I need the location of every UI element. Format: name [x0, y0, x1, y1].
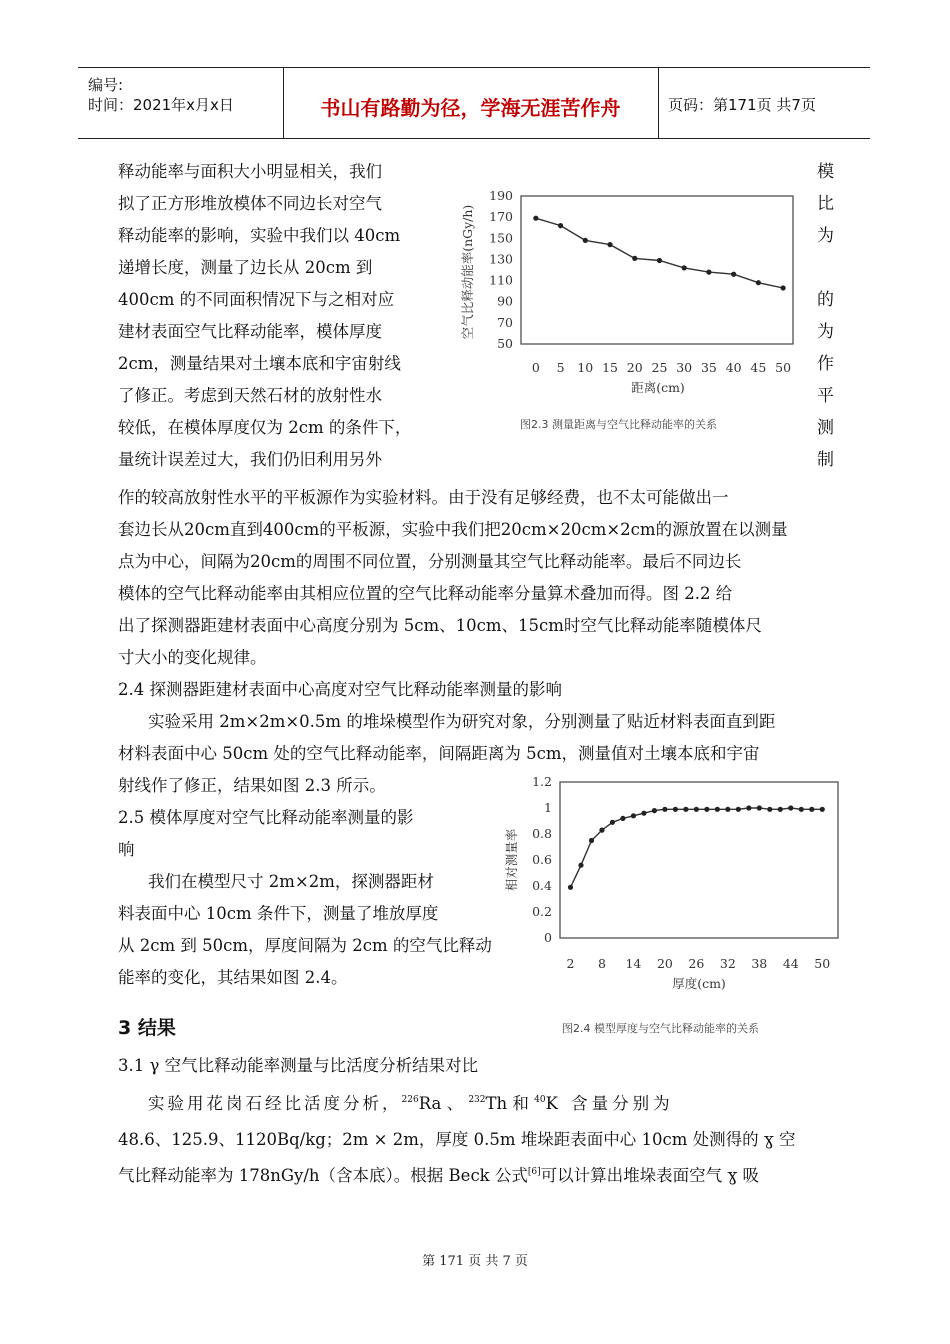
y-tick-label: 1.2 [532, 774, 552, 789]
y-tick-label: 90 [497, 293, 513, 309]
text-line: 料表面中心 10cm 条件下，测量了堆放厚度 [118, 904, 439, 923]
y-tick-label: 110 [489, 272, 513, 288]
data-point [767, 807, 772, 812]
y-tick-label: 50 [497, 336, 513, 351]
superscript: 40 [534, 1095, 546, 1105]
data-point [746, 805, 751, 810]
text-fragment: 的 [817, 290, 834, 310]
series-line [571, 808, 823, 887]
plot-frame [560, 782, 838, 938]
data-point [610, 820, 615, 825]
y-tick-label: 0 [544, 930, 552, 945]
y-tick-label: 0.2 [532, 904, 552, 919]
data-point [657, 258, 662, 263]
text-line: 建材表面空气比释动能率，模体厚度 [118, 322, 382, 341]
figure-2-3-chart [458, 186, 808, 402]
data-point [788, 805, 793, 810]
x-tick-label: 45 [750, 360, 767, 375]
data-point [820, 807, 825, 812]
text-line: 点为中心，间隔为20cm的周围不同位置，分别测量其空气比释动能率。最后不同边长 [118, 552, 742, 571]
data-point [652, 808, 657, 813]
text-span: K 含量分别为 [545, 1094, 674, 1113]
y-tick-label: 150 [489, 230, 513, 246]
data-point [589, 838, 594, 843]
x-tick-label: 38 [751, 956, 768, 971]
y-tick-label: 130 [489, 251, 513, 267]
text-fragment: 制 [817, 450, 834, 470]
data-point [799, 807, 804, 812]
section-heading: 3.1 γ 空气比释动能率测量与比活度分析结果对比 [118, 1056, 479, 1075]
x-tick-label: 5 [556, 360, 565, 375]
text-line: 较低，在模体厚度仅为 2cm 的条件下， [118, 418, 412, 437]
text-fragment: 为 [817, 226, 834, 246]
text-line: 量统计误差过大，我们仍旧利用另外 [118, 450, 382, 469]
text-line: 出了探测器距建材表面中心高度分别为 5cm、10cm、15cm时空气比释动能率随模体尺 [118, 616, 762, 635]
text-line: 递增长度，测量了边长从 20cm 到 [118, 258, 373, 277]
data-point [533, 216, 538, 221]
text-fragment: 比 [817, 194, 834, 214]
data-point [683, 807, 688, 812]
header-time-label: 时间：2021年x月x日 [88, 96, 234, 114]
text-fragment: 为 [817, 322, 834, 342]
data-point [736, 807, 741, 812]
text-fragment: 平 [817, 386, 834, 406]
data-point [632, 256, 637, 261]
text-fragment: 作 [817, 354, 834, 374]
figure-2-4-caption: 图2.4 模型厚度与空气比释动能率的关系 [562, 1022, 759, 1035]
data-point [682, 265, 687, 270]
x-tick-label: 44 [782, 956, 799, 971]
x-tick-label: 32 [719, 956, 736, 971]
y-tick-label: 0.8 [532, 826, 552, 841]
text-line: 射线作了修正，结果如图 2.3 所示。 [118, 776, 386, 795]
x-tick-label: 26 [688, 956, 705, 971]
x-axis-label: 距离(cm) [631, 380, 685, 395]
text-line: 能率的变化，其结果如图 2.4。 [118, 968, 348, 987]
data-point [778, 807, 783, 812]
data-point [694, 807, 699, 812]
x-tick-label: 20 [626, 360, 643, 375]
y-tick-label: 1 [544, 800, 552, 815]
x-tick-label: 0 [531, 360, 540, 375]
y-tick-label: 0.6 [532, 852, 552, 867]
x-tick-label: 40 [725, 360, 742, 375]
x-tick-label: 14 [625, 956, 642, 971]
figure-2-3-caption: 图2.3 测量距离与空气比释动能率的关系 [520, 418, 717, 431]
text-line: 释动能率与面积大小明显相关，我们 [118, 162, 382, 181]
data-point [558, 223, 563, 228]
reference-link[interactable]: [6] [527, 1167, 541, 1177]
data-point [781, 285, 786, 290]
plot-frame [521, 196, 793, 344]
x-tick-label: 50 [814, 956, 831, 971]
section-heading: 3 结果 [118, 1017, 176, 1039]
data-point [641, 811, 646, 816]
y-axis-label: 空气比释动能率(nGy/h) [460, 204, 475, 340]
data-point [631, 813, 636, 818]
data-point [725, 807, 730, 812]
text-fragment: 模 [817, 162, 834, 182]
x-tick-label: 2 [566, 956, 575, 971]
text-line [118, 1168, 759, 1185]
x-tick-label: 50 [775, 360, 792, 375]
data-point [607, 242, 612, 247]
figure-2-4-chart [500, 772, 850, 1000]
y-tick-label: 70 [497, 314, 513, 330]
text-line: 作的较高放射性水平的平板源作为实验材料。由于没有足够经费，也不太可能做出一 [118, 488, 729, 507]
text-line: 模体的空气比释动能率由其相应位置的空气比释动能率分量算术叠加而得。图 2.2 给 [118, 584, 733, 603]
x-tick-label: 30 [676, 360, 693, 375]
data-point [662, 807, 667, 812]
section-heading: 响 [118, 840, 135, 859]
text-line: 400cm 的不同面积情况下与之相对应 [118, 290, 395, 309]
text-line: 了修正。考虑到天然石材的放射性水 [118, 386, 382, 405]
x-tick-label: 8 [597, 956, 606, 971]
data-point [568, 885, 573, 890]
text-span: 可以计算出堆垛表面空气 ɣ 吸 [540, 1166, 760, 1185]
data-point [704, 807, 709, 812]
text-span: 气比释动能率为 178nGy/h（含本底）。根据 Beck 公式 [118, 1166, 528, 1185]
text-line: 材料表面中心 50cm 处的空气比释动能率，间隔距离为 5cm，测量值对土壤本底和宇宙 [118, 744, 760, 763]
text-line: 从 2cm 到 50cm，厚度间隔为 2cm 的空气比释动 [118, 936, 492, 955]
section-heading: 2.5 模体厚度对空气比释动能率测量的影 [118, 808, 414, 827]
text-line: 释动能率的影响，实验中我们以 40cm [118, 226, 401, 245]
text-span: Th 和 [485, 1094, 535, 1113]
x-tick-label: 25 [651, 360, 668, 375]
data-point [706, 270, 711, 275]
x-tick-label: 35 [700, 360, 717, 375]
text-fragment: 测 [817, 418, 834, 438]
data-point [620, 816, 625, 821]
superscript: 232 [468, 1095, 486, 1105]
text-line: 寸大小的变化规律。 [118, 648, 267, 667]
data-point [583, 238, 588, 243]
text-line: 48.6、125.9、1120Bq/kg；2m × 2m，厚度 0.5m 堆垛距表面中心 10cm 处测得的 ɣ 空 [118, 1130, 796, 1149]
text-line: 我们在模型尺寸 2m×2m，探测器距材 [148, 872, 434, 891]
data-point [809, 807, 814, 812]
page-header [78, 67, 870, 139]
text-span: Ra 、 [418, 1094, 464, 1113]
section-heading: 2.4 探测器距建材表面中心高度对空气比释动能率测量的影响 [118, 680, 562, 699]
header-motto: 书山有路勤为径，学海无涯苦作舟 [320, 96, 621, 120]
x-tick-label: 10 [577, 360, 594, 375]
x-tick-label: 15 [602, 360, 618, 375]
text-line: 套边长从20cm直到400cm的平板源，实验中我们把20cm×20cm×2cm的源放置在以测量 [118, 520, 788, 539]
x-tick-label: 20 [656, 956, 673, 971]
text-line: 实验采用 2m×2m×0.5m 的堆垛模型作为研究对象，分别测量了贴近材料表面直到距 [148, 712, 776, 731]
text-line: 2cm，测量结果对土壤本底和宇宙射线 [118, 354, 401, 373]
y-axis-label: 相对测量率 [504, 828, 519, 892]
header-page-label: 页码：第171页 共7页 [668, 96, 816, 114]
data-point [599, 828, 604, 833]
x-axis-label: 厚度(cm) [672, 976, 726, 991]
data-point [673, 807, 678, 812]
y-tick-label: 0.4 [532, 878, 552, 893]
page-footer: 第 171 页 共 7 页 [422, 1254, 528, 1269]
data-point [757, 805, 762, 810]
text-span: 实验用花岗石经比活度分析， [148, 1094, 402, 1113]
data-point [756, 280, 761, 285]
text-line [148, 1096, 674, 1113]
y-tick-label: 190 [489, 188, 513, 203]
header-divider [658, 68, 659, 138]
y-tick-label: 170 [489, 209, 513, 225]
data-point [715, 807, 720, 812]
data-point [578, 863, 583, 868]
superscript: 226 [401, 1095, 419, 1105]
data-point [731, 272, 736, 277]
series-line [536, 218, 783, 288]
text-line: 拟了正方形堆放模体不同边长对空气 [118, 194, 382, 213]
header-number-label: 编号: [88, 76, 124, 94]
